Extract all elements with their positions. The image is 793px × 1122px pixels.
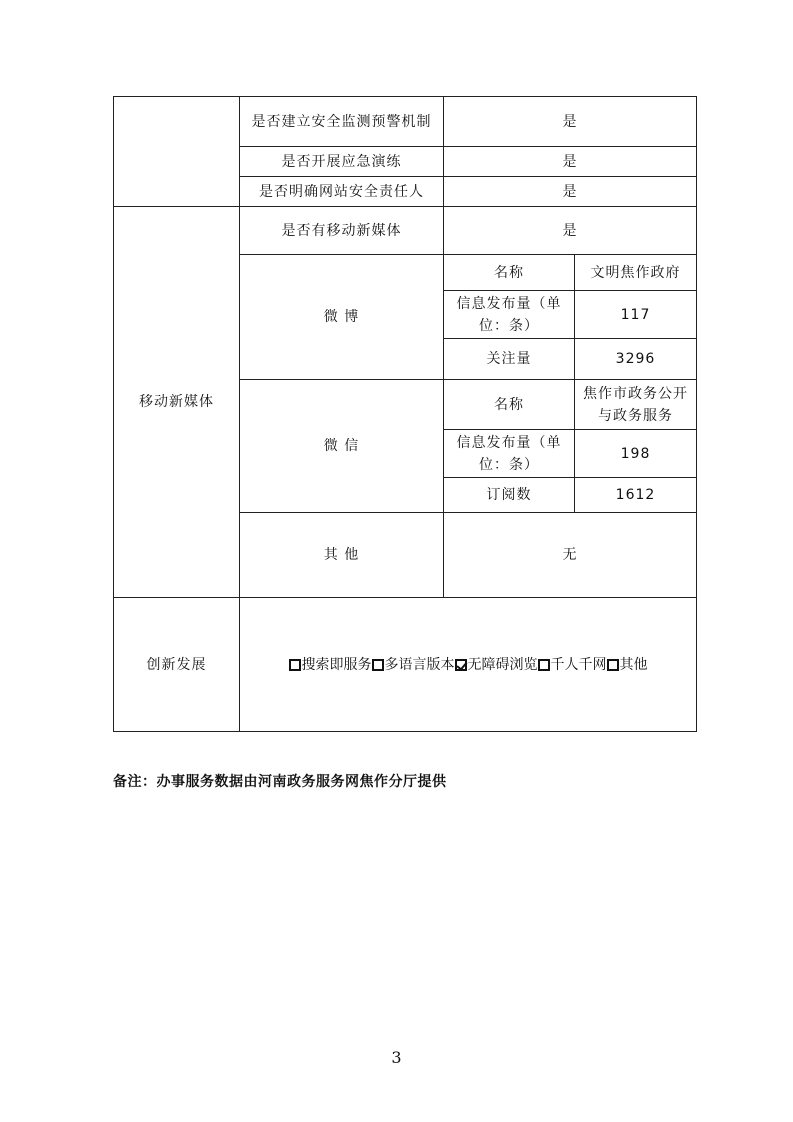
mobile-media-section-label: 移动新媒体 (114, 207, 240, 598)
option-multilingual[interactable]: 多语言版本 (372, 654, 455, 676)
row-label: 是否明确网站安全责任人 (240, 177, 444, 207)
wechat-name-label: 名称 (444, 380, 575, 430)
wechat-sub-value: 1612 (575, 478, 697, 513)
report-table (113, 96, 697, 732)
innovation-options-cell (240, 598, 697, 732)
table-row (114, 207, 697, 255)
table-row (114, 598, 697, 732)
checkbox-icon[interactable] (289, 659, 301, 671)
option-personalized[interactable]: 千人千网 (538, 654, 607, 676)
weibo-posts-label: 信息发布量（单位：条） (444, 291, 575, 339)
row-label: 是否有移动新媒体 (240, 207, 444, 255)
row-label: 是否建立安全监测预警机制 (240, 97, 444, 147)
weibo-label: 微 博 (240, 255, 444, 380)
wechat-sub-label: 订阅数 (444, 478, 575, 513)
row-value: 是 (444, 207, 697, 255)
wechat-posts-value: 198 (575, 430, 697, 478)
wechat-label: 微 信 (240, 380, 444, 513)
checkbox-icon[interactable] (607, 659, 619, 671)
security-section-cell (114, 97, 240, 207)
innovation-section-label: 创新发展 (114, 598, 240, 732)
weibo-follow-label: 关注量 (444, 339, 575, 380)
other-value: 无 (444, 513, 697, 598)
option-search-as-service[interactable]: 搜索即服务 (289, 654, 372, 676)
page-number: 3 (391, 1048, 402, 1067)
checkbox-icon[interactable] (372, 659, 384, 671)
checkbox-checked-icon[interactable] (455, 659, 467, 671)
table-row (114, 97, 697, 147)
wechat-name-value: 焦作市政务公开与政务服务 (575, 380, 697, 430)
weibo-follow-value: 3296 (575, 339, 697, 380)
wechat-posts-label: 信息发布量（单位：条） (444, 430, 575, 478)
weibo-name-label: 名称 (444, 255, 575, 291)
weibo-posts-value: 117 (575, 291, 697, 339)
row-value: 是 (444, 97, 697, 147)
row-value: 是 (444, 177, 697, 207)
remark-note: 备注：办事服务数据由河南政务服务网焦作分厅提供 (113, 774, 447, 790)
option-accessibility[interactable]: 无障碍浏览 (455, 654, 538, 676)
checkbox-icon[interactable] (538, 659, 550, 671)
option-other[interactable]: 其他 (607, 654, 648, 676)
row-value: 是 (444, 147, 697, 177)
other-label: 其 他 (240, 513, 444, 598)
weibo-name-value: 文明焦作政府 (575, 255, 697, 291)
row-label: 是否开展应急演练 (240, 147, 444, 177)
innovation-options (244, 654, 692, 676)
